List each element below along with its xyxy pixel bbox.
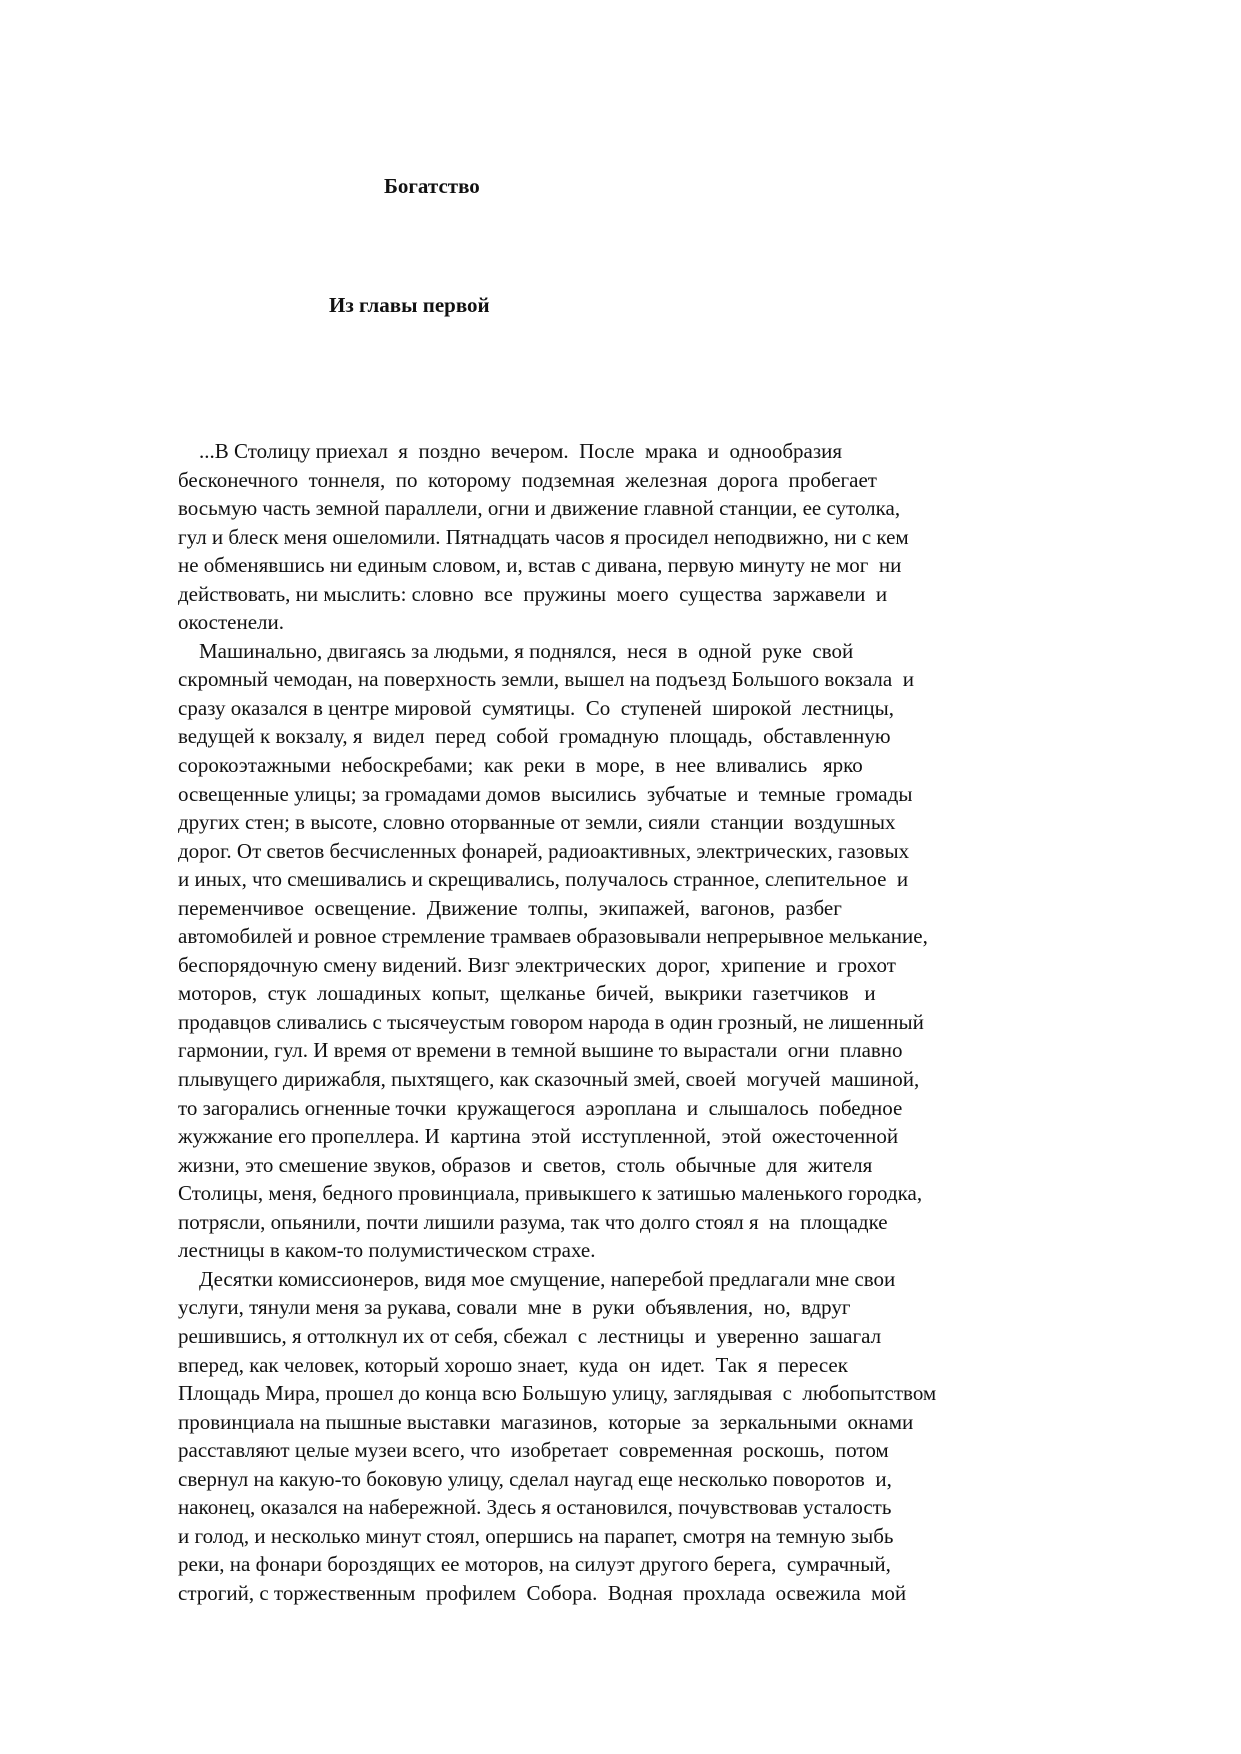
text-line: окостенели. [178, 610, 285, 635]
text-line: и иных, что смешивались и скрещивались, получалось странное, слепительное и [178, 867, 909, 892]
text-line: расставляют целые музеи всего, что изобретает современная роскошь, потом [178, 1438, 889, 1463]
text-line: решившись, я оттолкнул их от себя, сбежал с лестницы и уверенно зашагал [178, 1323, 882, 1348]
text-line: действовать, ни мыслить: словно все пружины моего существа заржавели и [178, 581, 888, 606]
body-text [178, 437, 1078, 1607]
text-line: бесконечного тоннеля, по которому подземная железная дорога пробегает [178, 467, 877, 492]
text-line: сорокоэтажными небоскребами; как реки в море, в нее вливались ярко [178, 753, 863, 778]
text-line: свернул на какую-то боковую улицу, сделал наугад еще несколько поворотов и, [178, 1466, 892, 1491]
text-line: гул и блеск меня ошеломили. Пятнадцать часов я просидел неподвижно, ни с кем [178, 524, 909, 549]
text-line: дорог. От светов бесчисленных фонарей, радиоактивных, электрических, газовых [178, 838, 910, 863]
text-line: и голод, и несколько минут стоял, опершись на парапет, смотря на темную зыбь [178, 1523, 894, 1548]
chapter-subtitle: Из главы первой [329, 293, 490, 317]
text-line: Площадь Мира, прошел до конца всю Большую улицу, заглядывая с любопытством [178, 1381, 937, 1406]
document-title: Богатство [384, 174, 480, 198]
text-line: беспорядочную смену видений. Визг электрических дорог, хрипение и грохот [178, 952, 896, 977]
text-line: не обменявшись ни единым словом, и, встав с дивана, первую минуту не мог ни [178, 553, 902, 578]
text-line: скромный чемодан, на поверхность земли, вышел на подъезд Большого вокзала и [178, 667, 914, 692]
text-line: ведущей к вокзалу, я видел перед собой громадную площадь, обставленную [178, 724, 891, 749]
text-line: потрясли, опьянили, почти лишили разума, так что долго стоял я на площадке [178, 1209, 888, 1234]
text-line: продавцов сливались с тысячеустым говором народа в один грозный, не лишенный [178, 1009, 924, 1034]
text-line: провинциала на пышные выставки магазинов, которые за зеркальными окнами [178, 1409, 914, 1434]
text-line: автомобилей и ровное стремление трамваев образовывали непрерывное мелькание, [178, 924, 928, 949]
text-line: других стен; в высоте, словно оторванные от земли, сияли станции воздушных [178, 810, 896, 835]
text-line: то загорались огненные точки кружащегося аэроплана и слышалось победное [178, 1095, 903, 1120]
text-line: гармонии, гул. И время от времени в темной вышине то вырастали огни плавно [178, 1038, 903, 1063]
text-line: строгий, с торжественным профилем Собора. Водная прохлада освежила мой [178, 1580, 907, 1605]
text-line: жизни, это смешение звуков, образов и светов, столь обычные для жителя [178, 1152, 873, 1177]
text-line: сразу оказался в центре мировой сумятицы. Со ступеней широкой лестницы, [178, 695, 894, 720]
text-line: переменчивое освещение. Движение толпы, экипажей, вагонов, разбег [178, 895, 842, 920]
text-line: освещенные улицы; за громадами домов высились зубчатые и темные громады [178, 781, 913, 806]
text-line: ...В Столицу приехал я поздно вечером. После мрака и однообразия [178, 439, 843, 463]
text-line: лестницы в каком-то полумистическом страхе. [178, 1238, 596, 1263]
text-line: восьмую часть земной параллели, огни и движение главной станции, ее сутолка, [178, 496, 901, 521]
text-line: Столицы, меня, бедного провинциала, привыкшего к затишью маленького городка, [178, 1181, 923, 1206]
text-line: плывущего дирижабля, пыхтящего, как сказочный змей, своей могучей машиной, [178, 1067, 920, 1092]
text-line: Машинально, двигаясь за людьми, я поднялся, неся в одной руке свой [178, 638, 854, 663]
text-line: жужжание его пропеллера. И картина этой исступленной, этой ожесточенной [178, 1124, 899, 1149]
text-line: реки, на фонари бороздящих ее моторов, на силуэт другого берега, сумрачный, [178, 1552, 891, 1577]
text-line: вперед, как человек, который хорошо знает, куда он идет. Так я пересек [178, 1352, 848, 1377]
text-line: услуги, тянули меня за рукава, совали мне в руки объявления, но, вдруг [178, 1295, 851, 1320]
text-line: моторов, стук лошадиных копыт, щелканье бичей, выкрики газетчиков и [178, 981, 876, 1006]
text-line: Десятки комиссионеров, видя мое смущение, наперебой предлагали мне свои [178, 1266, 896, 1291]
text-line: наконец, оказался на набережной. Здесь я остановился, почувствовав усталость [178, 1495, 892, 1520]
